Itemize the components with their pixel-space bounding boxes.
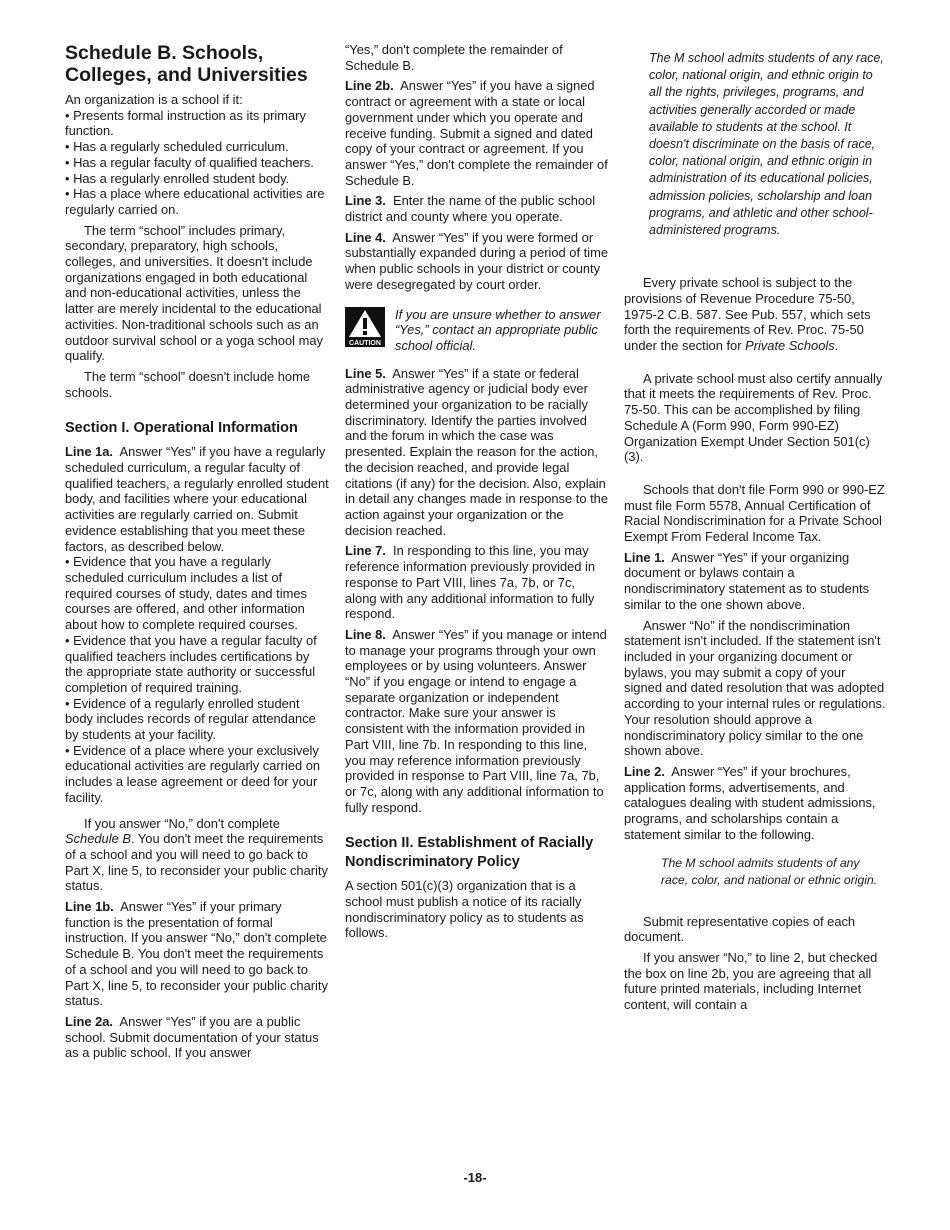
- school-definition: The term “school” includes primary, secondary, preparatory, high schools, colleges, and universities. It doesn't include organizations engaged in both educational and non-educational activities, unless the latter are merely incidental to the educational activities. Non-traditional schools such as an outdoor survival school or a yoga school may qualify.: [65, 222, 323, 364]
- home-schools-note: The term “school” doesn't include home schools.: [65, 368, 311, 400]
- line-1-paragraph: [624, 550, 886, 613]
- column-2: [345, 42, 608, 946]
- line-1a-text: Answer “Yes” if you have a regularly scheduled curriculum, a regular faculty of qualified teachers, a regularly enrolled student body, and facilities where your educational activities are regularly carried on. Submit evidence establishing that you meet these factors, as described below.: [65, 444, 329, 554]
- line-3-paragraph: [345, 193, 608, 224]
- line-2a-label: Line 2a.: [65, 1013, 114, 1029]
- line-7-text: In responding to this line, you may reference information previously provided in response to Part VIII, lines 7a, 7b, or 7c, along with any additional information to fully respond.: [345, 543, 596, 622]
- evidence-item: • Evidence that you have a regularly scheduled curriculum includes a list of required courses of study, dates and times courses are offered, and other information about how to complete required courses.: [65, 554, 307, 633]
- line-7-paragraph: [345, 543, 608, 622]
- line-8-text: Answer “Yes” if you manage or intend to manage your programs through your own employees or by using volunteers. Answer “No” if you engage or intend to engage a separate organization or independent contractor. Make sure your answer is consistent with the information provided in Part VIII, line 7b. In responding to this line, you may reference information previously provided in response to Part VIII, line 7a, 7b, or 7c, along with any additional information to fully respond.: [345, 626, 607, 815]
- line-1a-label: Line 1a.: [65, 444, 114, 460]
- column-1: [65, 42, 329, 1066]
- line-2a-paragraph: [65, 1014, 329, 1061]
- line-2-no-paragraph: If you answer “No,” to line 2, but checked the box on line 2b, you are agreeing that all future printed materials, including Internet content, will contain a: [624, 950, 878, 1013]
- line-4-text: Answer “Yes” if you were formed or substantially expanded during a period of time when public schools in your district or county were desegregated by court order.: [345, 229, 608, 292]
- schedule-b-ref: Schedule B: [65, 831, 131, 847]
- line-3-text: Enter the name of the public school district and county where you operate.: [345, 193, 596, 225]
- schedule-title: Schedule B. Schools, Colleges, and Universities: [65, 42, 308, 86]
- form-5578-paragraph: Schools that don't file Form 990 or 990-EZ must file Form 5578, Annual Certification of Racial Nondiscrimination for a Private School Exempt From Federal Income Tax.: [624, 481, 885, 545]
- line-2-text: Answer “Yes” if your brochures, application forms, advertisements, and catalogues dealing with student admissions, programs, and scholarships contain a statement similar to the following.: [624, 763, 876, 842]
- column-3: [624, 50, 886, 1018]
- caution-icon-label: CAUTION: [349, 339, 381, 347]
- criteria-item: • Has a regularly scheduled curriculum.: [65, 139, 289, 155]
- evidence-item: • Evidence that you have a regular faculty of qualified teachers includes certifications by the appropriate state authority or successful completion of required training.: [65, 632, 317, 695]
- sample-policy-statement: The M school admits students of any race, color, national origin, and ethnic origin to all the rights, privileges, programs, and activities generally accorded or made available to students at the school. It doesn't discriminate on the basis of race, color, national origin, and ethnic origin in administration of its educational policies, admission policies, scholarship and loan programs, and athletic and other school-administered programs.: [649, 51, 884, 238]
- caution-box: [345, 307, 608, 354]
- line-2b-label: Line 2b.: [345, 78, 394, 94]
- school-criteria-list: [65, 108, 329, 218]
- criteria-item: • Has a regularly enrolled student body.: [65, 170, 290, 186]
- line-5-text: Answer “Yes” if a state or federal administrative agency or judicial body ever determined your organization to be racially discriminatory. Identify the parties involved and the forum in which the case was presented. Explain the reason for the action, the decision reached, and provide legal citations (if any) for the decision. Also, explain in detail any changes made in response to the action against your organization or the decision reached.: [345, 365, 608, 538]
- line-3-label: Line 3.: [345, 193, 386, 209]
- line-1b-label: Line 1b.: [65, 899, 114, 915]
- criteria-item: • Presents formal instruction as its primary function.: [65, 107, 306, 139]
- school-intro: An organization is a school if it:: [65, 92, 243, 107]
- criteria-item: • Has a regular faculty of qualified teachers.: [65, 154, 314, 170]
- line-2a-continued: “Yes,” don't complete the remainder of Schedule B.: [345, 42, 563, 73]
- line-7-label: Line 7.: [345, 543, 386, 559]
- submit-copies-paragraph: Submit representative copies of each document.: [624, 913, 856, 945]
- rev-proc-text: Every private school is subject to the provisions of Revenue Procedure 75-50, 1975-2 C.B. 587. See Pub. 557, which sets forth the requirements of Rev. Proc. 75-50 under the section for: [624, 275, 871, 354]
- no-answer-text-2: . You don't meet the requirements of a school and you will need to go back to Part X, line 5, to reconsider your public charity status.: [65, 831, 328, 894]
- rev-proc-paragraph: [624, 275, 886, 354]
- line-2a-text: Answer “Yes” if you are a public school. Submit documentation of your status as a public school. If you answer: [65, 1013, 319, 1061]
- short-policy-statement: The M school admits students of any race, color, and national or ethnic origin.: [661, 856, 878, 887]
- rev-proc-text-2: .: [834, 338, 839, 354]
- line-1-text: Answer “Yes” if your organizing document or bylaws contain a nondiscriminatory statement as to students similar to the one shown above.: [624, 549, 870, 612]
- line-1a-paragraph: [65, 444, 329, 554]
- evidence-list: [65, 554, 329, 805]
- line-4-label: Line 4.: [345, 229, 386, 245]
- line-2b-paragraph: [345, 78, 608, 188]
- line-1b-paragraph: [65, 899, 329, 1009]
- line-2-paragraph: [624, 764, 886, 843]
- line-8-paragraph: [345, 627, 608, 815]
- line-1-label: Line 1.: [624, 549, 665, 565]
- caution-icon: [345, 307, 385, 347]
- private-schools-ref: Private Schools: [745, 338, 835, 354]
- section-1-heading: Section I. Operational Information: [65, 420, 298, 437]
- line-5-label: Line 5.: [345, 365, 386, 381]
- line-4-paragraph: [345, 230, 608, 293]
- no-answer-text: If you answer “No,” don't complete: [84, 815, 280, 831]
- line-1b-text: Answer “Yes” if your primary function is the presentation of formal instruction. If you answer “No,” don't complete Schedule B. You don't meet the requirements of a school and you will need to go back to Part X, line 5, to reconsider your public charity status.: [65, 899, 328, 1009]
- line-5-paragraph: [345, 366, 608, 539]
- line-8-label: Line 8.: [345, 626, 386, 642]
- evidence-item: • Evidence of a place where your exclusively educational activities are regularly carried on includes a lease agreement or deed for your facility.: [65, 742, 321, 805]
- no-answer-paragraph: [65, 816, 329, 895]
- line-2-label: Line 2.: [624, 763, 665, 779]
- section-2-heading: Section II. Establishment of Racially Nondiscriminatory Policy: [345, 835, 594, 871]
- certify-paragraph: A private school must also certify annually that it meets the requirements of Rev. Proc. 75-50. This can be accomplished by filing Schedule A (Form 990, Form 990-EZ) Organization Exempt Under Section 501(c)(3).: [624, 370, 883, 465]
- line-1-no-paragraph: Answer “No” if the nondiscrimination statement isn't included. If the statement isn't included in your organizing document or bylaws, you may submit a copy of your signed and dated resolution that was adopted according to your internal rules or regulations. Your resolution should approve a nondiscriminatory policy similar to the one shown above.: [624, 617, 886, 759]
- evidence-item: • Evidence of a regularly enrolled student body includes records of regular attendance by students at your facility.: [65, 695, 316, 743]
- line-2b-text: Answer “Yes” if you have a signed contract or agreement with a state or local government under which you operate and receive funding. Submit a signed and dated copy of your contract or agreement. If you answer “Yes,” don't complete the remainder of Schedule B.: [345, 78, 608, 188]
- criteria-item: • Has a place where educational activities are regularly carried on.: [65, 186, 325, 217]
- section-2-text: A section 501(c)(3) organization that is a school must publish a notice of its racially nondiscriminatory policy as to students as follows.: [345, 878, 584, 941]
- page-number: -18-: [463, 1170, 487, 1185]
- caution-text: If you are unsure whether to answer “Yes,” contact an appropriate public school official.: [395, 306, 601, 353]
